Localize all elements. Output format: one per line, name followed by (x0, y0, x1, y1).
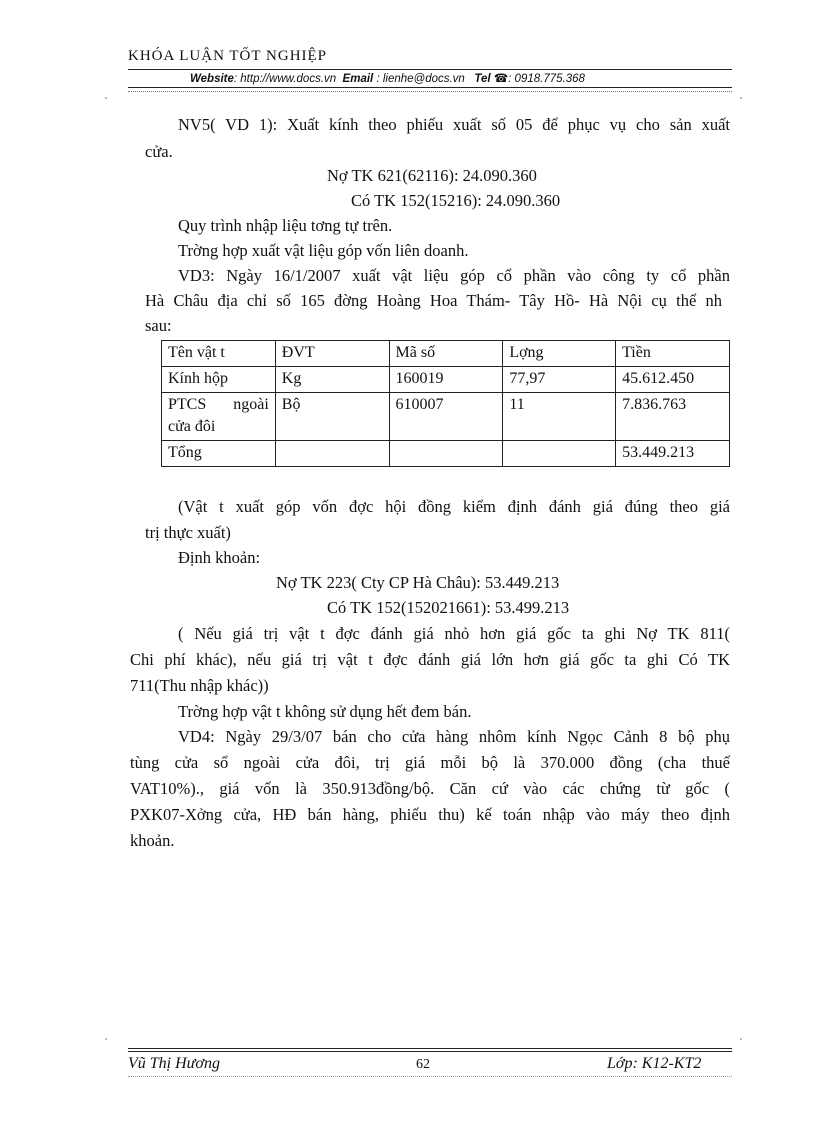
footer-page-number: 62 (416, 1057, 430, 1072)
table-cell: 7.836.763 (616, 393, 730, 441)
website-value: : http://www.docs.vn (233, 73, 337, 85)
paragraph-vd4-cont3: PXK07-Xởng cửa, HĐ bán hàng, phiếu thu) kế toán nhập vào máy theo định (130, 805, 730, 824)
corner-mark (105, 97, 107, 99)
entry1-credit: Có TK 152(15216): 24.090.360 (351, 191, 561, 210)
paragraph-vd3: VD3: Ngày 16/1/2007 xuất vật liệu góp cổ phần vào công ty cổ phần (178, 266, 730, 285)
table-header-cell: Mã số (389, 341, 503, 367)
corner-mark (740, 1038, 742, 1040)
corner-mark (105, 1038, 107, 1040)
header-rule-lower (128, 87, 732, 88)
tel-value: : 0918.775.368 (508, 73, 585, 85)
paragraph-vd4-end: khoản. (130, 831, 175, 850)
header-title: KHÓA LUẬN TỐT NGHIỆP (128, 48, 328, 64)
email-value: : lienhe@docs.vn (376, 73, 465, 85)
entry2-credit: Có TK 152(152021661): 53.499.213 (327, 598, 570, 617)
paragraph-vd3-end: sau: (145, 316, 172, 335)
table-header-row (162, 341, 730, 367)
paragraph-note-cont: trị thực xuất) (145, 523, 231, 542)
table-header-cell: Tiền (616, 341, 730, 367)
paragraph-vd4: VD4: Ngày 29/3/07 bán cho cửa hàng nhôm kính Ngọc Cảnh 8 bộ phụ (178, 727, 730, 746)
table-cell: 610007 (389, 393, 503, 441)
paragraph-valuation: ( Nếu giá trị vật t đợc đánh giá nhỏ hơn giá gốc ta ghi Nợ TK 811( (178, 624, 730, 643)
paragraph-vd3-cont: Hà Châu địa chỉ số 165 đờng Hoàng Hoa Thám- Tây Hồ- Hà Nội cụ thể nh (145, 291, 722, 310)
table-cell: Kính hộp (162, 367, 276, 393)
table-cell: Bộ (275, 393, 389, 441)
paragraph-valuation-end: 711(Thu nhập khác)) (130, 676, 269, 695)
paragraph-vd4-cont1: tùng cửa sổ ngoài cửa đôi, trị giá mỗi bộ là 370.000 đồng (cha thuế (130, 753, 730, 772)
table-row (162, 367, 730, 393)
table-total-label: Tổng (162, 441, 276, 467)
table-cell: Kg (275, 367, 389, 393)
paragraph-vd4-cont2: VAT10%)., giá vốn là 350.913đồng/bộ. Căn cứ vào các chứng từ gốc ( (130, 779, 730, 798)
entry1-debit: Nợ TK 621(62116): 24.090.360 (327, 166, 537, 185)
table-cell (275, 441, 389, 467)
header-dotted-rule (128, 91, 732, 92)
table-cell (503, 441, 616, 467)
paragraph-nv5-cont: cửa. (145, 142, 173, 161)
table-header-cell: Tên vật t (162, 341, 276, 367)
email-label: Email (342, 73, 374, 85)
table-header-cell: Lợng (503, 341, 616, 367)
footer-dotted-rule (128, 1076, 732, 1077)
header-rule (128, 69, 732, 70)
paragraph-entry-label: Định khoản: (178, 548, 261, 567)
paragraph-procedure: Quy trình nhập liệu tơng tự trên. (178, 216, 393, 235)
phone-icon: ☎ (493, 73, 509, 85)
table-total-value: 53.449.213 (616, 441, 730, 467)
table-header-cell: ĐVT (275, 341, 389, 367)
paragraph-note: (Vật t xuất góp vốn đợc hội đồng kiểm định đánh giá đúng theo giá (178, 497, 730, 516)
table-cell: 77,97 (503, 367, 616, 393)
paragraph-case-sale: Trờng hợp vật t không sử dụng hết đem bán. (178, 702, 472, 721)
footer-class: Lớp: K12-KT2 (607, 1055, 702, 1072)
materials-table (161, 340, 730, 467)
table-cell (389, 441, 503, 467)
tel-label: Tel (474, 73, 491, 85)
corner-mark (740, 97, 742, 99)
paragraph-valuation-cont: Chi phí khác), nếu giá trị vật t đợc đánh giá lớn hơn giá gốc ta ghi Có TK (130, 650, 730, 669)
table-cell: 11 (503, 393, 616, 441)
header-contact (190, 71, 585, 85)
table-row (162, 393, 730, 441)
table-cell: 45.612.450 (616, 367, 730, 393)
website-label: Website (190, 73, 234, 85)
paragraph-case-capital: Trờng hợp xuất vật liệu góp vốn liên doanh. (178, 241, 469, 260)
table-total-row (162, 441, 730, 467)
footer-rule-lower (128, 1051, 732, 1052)
footer-rule (128, 1048, 732, 1049)
footer-author: Vũ Thị Hương (128, 1055, 220, 1072)
paragraph-nv5: NV5( VD 1): Xuất kính theo phiếu xuất số 05 để phục vụ cho sản xuất (178, 115, 730, 134)
entry2-debit: Nợ TK 223( Cty CP Hà Châu): 53.449.213 (276, 573, 560, 592)
table-cell (162, 393, 276, 441)
table-cell: 160019 (389, 367, 503, 393)
table-cell-line: PTCS ngoài (168, 396, 269, 413)
table-cell-line: cửa đôi (168, 418, 216, 435)
